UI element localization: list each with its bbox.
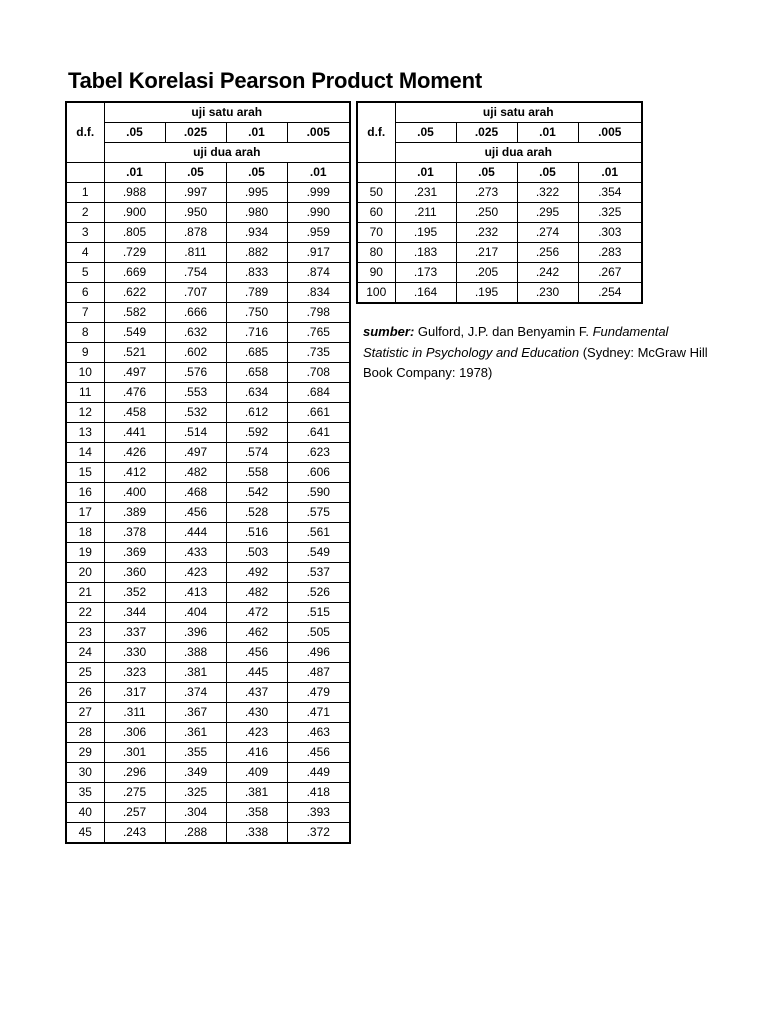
- r-value-cell: .612: [226, 403, 287, 423]
- r-value-cell: .707: [165, 283, 226, 303]
- r-value-cell: .388: [165, 643, 226, 663]
- r-value-cell: .211: [395, 203, 456, 223]
- r-value-cell: .430: [226, 703, 287, 723]
- header-row-one-tail-levels: [66, 123, 350, 143]
- r-value-cell: .479: [287, 683, 350, 703]
- r-value-cell: .514: [165, 423, 226, 443]
- df-value-cell: 12: [66, 403, 104, 423]
- two-tail-level-cell: .01: [104, 163, 165, 183]
- df-value-cell: 80: [357, 243, 395, 263]
- r-value-cell: .574: [226, 443, 287, 463]
- correlation-table-right: [356, 101, 643, 304]
- df-value-cell: 90: [357, 263, 395, 283]
- two-tail-level-cell: .05: [456, 163, 517, 183]
- header-row-one-tail: [357, 102, 642, 123]
- r-value-cell: .393: [287, 803, 350, 823]
- df-value-cell: 27: [66, 703, 104, 723]
- df-value-cell: 20: [66, 563, 104, 583]
- two-tail-level-cell: .05: [165, 163, 226, 183]
- r-value-cell: .250: [456, 203, 517, 223]
- r-value-cell: .456: [287, 743, 350, 763]
- r-value-cell: .433: [165, 543, 226, 563]
- table-row: [357, 203, 642, 223]
- df-value-cell: 60: [357, 203, 395, 223]
- r-value-cell: .256: [517, 243, 578, 263]
- r-value-cell: .528: [226, 503, 287, 523]
- r-value-cell: .482: [165, 463, 226, 483]
- table-row: [357, 223, 642, 243]
- correlation-table-left-body: [66, 102, 350, 843]
- two-tail-level-cell: .01: [395, 163, 456, 183]
- r-value-cell: .811: [165, 243, 226, 263]
- r-value-cell: .381: [165, 663, 226, 683]
- r-value-cell: .423: [226, 723, 287, 743]
- r-value-cell: .549: [104, 323, 165, 343]
- table-row: [66, 563, 350, 583]
- r-value-cell: .274: [517, 223, 578, 243]
- r-value-cell: .195: [456, 283, 517, 304]
- df-value-cell: 29: [66, 743, 104, 763]
- r-value-cell: .754: [165, 263, 226, 283]
- r-value-cell: .164: [395, 283, 456, 304]
- r-value-cell: .311: [104, 703, 165, 723]
- two-tail-level-cell: .05: [517, 163, 578, 183]
- r-value-cell: .661: [287, 403, 350, 423]
- table-row: [66, 643, 350, 663]
- r-value-cell: .369: [104, 543, 165, 563]
- source-authors: Gulford, J.P. dan Benyamin F.: [417, 324, 593, 339]
- df-value-cell: 45: [66, 823, 104, 844]
- r-value-cell: .882: [226, 243, 287, 263]
- table-row: [66, 183, 350, 203]
- r-value-cell: .878: [165, 223, 226, 243]
- r-value-cell: .378: [104, 523, 165, 543]
- table-row: [357, 283, 642, 304]
- r-value-cell: .980: [226, 203, 287, 223]
- df-value-cell: 8: [66, 323, 104, 343]
- df-value-cell: 10: [66, 363, 104, 383]
- one-tail-level-cell: .005: [578, 123, 642, 143]
- table-row: [66, 543, 350, 563]
- r-value-cell: .303: [578, 223, 642, 243]
- r-value-cell: .426: [104, 443, 165, 463]
- table-row: [66, 603, 350, 623]
- df-value-cell: 13: [66, 423, 104, 443]
- one-tail-level-cell: .05: [395, 123, 456, 143]
- r-value-cell: .330: [104, 643, 165, 663]
- r-value-cell: .995: [226, 183, 287, 203]
- r-value-cell: .735: [287, 343, 350, 363]
- one-tail-level-cell: .025: [456, 123, 517, 143]
- r-value-cell: .532: [165, 403, 226, 423]
- df-value-cell: 16: [66, 483, 104, 503]
- table-row: [66, 523, 350, 543]
- r-value-cell: .183: [395, 243, 456, 263]
- r-value-cell: .322: [517, 183, 578, 203]
- r-value-cell: .658: [226, 363, 287, 383]
- r-value-cell: .306: [104, 723, 165, 743]
- r-value-cell: .576: [165, 363, 226, 383]
- r-value-cell: .232: [456, 223, 517, 243]
- df-header-cell: d.f.: [66, 102, 104, 163]
- r-value-cell: .230: [517, 283, 578, 304]
- r-value-cell: .243: [104, 823, 165, 844]
- df-value-cell: 40: [66, 803, 104, 823]
- r-value-cell: .623: [287, 443, 350, 463]
- table-row: [66, 343, 350, 363]
- r-value-cell: .542: [226, 483, 287, 503]
- r-value-cell: .561: [287, 523, 350, 543]
- r-value-cell: .684: [287, 383, 350, 403]
- r-value-cell: .463: [287, 723, 350, 743]
- r-value-cell: .257: [104, 803, 165, 823]
- r-value-cell: .482: [226, 583, 287, 603]
- table-row: [357, 183, 642, 203]
- r-value-cell: .367: [165, 703, 226, 723]
- r-value-cell: .476: [104, 383, 165, 403]
- r-value-cell: .505: [287, 623, 350, 643]
- r-value-cell: .413: [165, 583, 226, 603]
- r-value-cell: .361: [165, 723, 226, 743]
- df-value-cell: 35: [66, 783, 104, 803]
- df-value-cell: 18: [66, 523, 104, 543]
- df-value-cell: 17: [66, 503, 104, 523]
- table-row: [66, 243, 350, 263]
- r-value-cell: .418: [287, 783, 350, 803]
- r-value-cell: .900: [104, 203, 165, 223]
- r-value-cell: .304: [165, 803, 226, 823]
- r-value-cell: .606: [287, 463, 350, 483]
- r-value-cell: .352: [104, 583, 165, 603]
- r-value-cell: .634: [226, 383, 287, 403]
- two-tail-level-cell: .01: [287, 163, 350, 183]
- table-row: [66, 203, 350, 223]
- one-tail-header-cell: uji satu arah: [104, 102, 350, 123]
- r-value-cell: .437: [226, 683, 287, 703]
- r-value-cell: .874: [287, 263, 350, 283]
- r-value-cell: .537: [287, 563, 350, 583]
- table-row: [66, 423, 350, 443]
- r-value-cell: .521: [104, 343, 165, 363]
- r-value-cell: .423: [165, 563, 226, 583]
- r-value-cell: .283: [578, 243, 642, 263]
- header-row-two-tail-levels: [357, 163, 642, 183]
- r-value-cell: .558: [226, 463, 287, 483]
- r-value-cell: .549: [287, 543, 350, 563]
- r-value-cell: .445: [226, 663, 287, 683]
- table-row: [66, 663, 350, 683]
- r-value-cell: .389: [104, 503, 165, 523]
- r-value-cell: .632: [165, 323, 226, 343]
- r-value-cell: .487: [287, 663, 350, 683]
- page-title: Tabel Korelasi Pearson Product Moment: [68, 68, 482, 93]
- r-value-cell: .716: [226, 323, 287, 343]
- r-value-cell: .173: [395, 263, 456, 283]
- r-value-cell: .456: [226, 643, 287, 663]
- df-value-cell: 24: [66, 643, 104, 663]
- table-row: [66, 303, 350, 323]
- r-value-cell: .750: [226, 303, 287, 323]
- r-value-cell: .765: [287, 323, 350, 343]
- r-value-cell: .497: [165, 443, 226, 463]
- r-value-cell: .999: [287, 183, 350, 203]
- table-row: [66, 263, 350, 283]
- table-row: [66, 583, 350, 603]
- source-book-title: Fundamental Statistic in Psychology and Education: [363, 324, 669, 360]
- r-value-cell: .471: [287, 703, 350, 723]
- r-value-cell: .472: [226, 603, 287, 623]
- df-value-cell: 70: [357, 223, 395, 243]
- df-value-cell: 21: [66, 583, 104, 603]
- r-value-cell: .416: [226, 743, 287, 763]
- r-value-cell: .205: [456, 263, 517, 283]
- df-spacer-cell: [66, 163, 104, 183]
- r-value-cell: .254: [578, 283, 642, 304]
- r-value-cell: .798: [287, 303, 350, 323]
- table-row: [66, 783, 350, 803]
- one-tail-level-cell: .01: [226, 123, 287, 143]
- table-row: [66, 803, 350, 823]
- r-value-cell: .934: [226, 223, 287, 243]
- r-value-cell: .360: [104, 563, 165, 583]
- r-value-cell: .374: [165, 683, 226, 703]
- r-value-cell: .917: [287, 243, 350, 263]
- source-citation: [363, 322, 708, 384]
- r-value-cell: .582: [104, 303, 165, 323]
- source-publisher: (Sydney: McGraw Hill Book Company: 1978): [363, 344, 708, 380]
- df-value-cell: 100: [357, 283, 395, 304]
- r-value-cell: .337: [104, 623, 165, 643]
- table-row: [357, 263, 642, 283]
- r-value-cell: .988: [104, 183, 165, 203]
- r-value-cell: .400: [104, 483, 165, 503]
- table-row: [66, 723, 350, 743]
- r-value-cell: .602: [165, 343, 226, 363]
- table-row: [66, 363, 350, 383]
- df-value-cell: 7: [66, 303, 104, 323]
- df-value-cell: 30: [66, 763, 104, 783]
- df-value-cell: 50: [357, 183, 395, 203]
- header-row-two-tail-levels: [66, 163, 350, 183]
- df-value-cell: 14: [66, 443, 104, 463]
- header-row-one-tail-levels: [357, 123, 642, 143]
- r-value-cell: .301: [104, 743, 165, 763]
- df-value-cell: 28: [66, 723, 104, 743]
- table-row: [66, 623, 350, 643]
- df-value-cell: 19: [66, 543, 104, 563]
- table-row: [66, 703, 350, 723]
- r-value-cell: .592: [226, 423, 287, 443]
- df-value-cell: 2: [66, 203, 104, 223]
- r-value-cell: .217: [456, 243, 517, 263]
- df-header-cell: d.f.: [357, 102, 395, 163]
- r-value-cell: .441: [104, 423, 165, 443]
- r-value-cell: .805: [104, 223, 165, 243]
- r-value-cell: .449: [287, 763, 350, 783]
- header-row-two-tail: [66, 143, 350, 163]
- r-value-cell: .325: [578, 203, 642, 223]
- table-row: [66, 383, 350, 403]
- df-value-cell: 6: [66, 283, 104, 303]
- correlation-table-right-body: [357, 102, 642, 303]
- r-value-cell: .344: [104, 603, 165, 623]
- table-row: [66, 443, 350, 463]
- r-value-cell: .997: [165, 183, 226, 203]
- r-value-cell: .296: [104, 763, 165, 783]
- table-row: [66, 483, 350, 503]
- r-value-cell: .492: [226, 563, 287, 583]
- r-value-cell: .641: [287, 423, 350, 443]
- header-row-one-tail: [66, 102, 350, 123]
- r-value-cell: .355: [165, 743, 226, 763]
- table-row: [66, 223, 350, 243]
- r-value-cell: .669: [104, 263, 165, 283]
- r-value-cell: .950: [165, 203, 226, 223]
- r-value-cell: .323: [104, 663, 165, 683]
- r-value-cell: .990: [287, 203, 350, 223]
- one-tail-level-cell: .01: [517, 123, 578, 143]
- r-value-cell: .273: [456, 183, 517, 203]
- two-tail-header-cell: uji dua arah: [395, 143, 642, 163]
- df-value-cell: 26: [66, 683, 104, 703]
- r-value-cell: .456: [165, 503, 226, 523]
- r-value-cell: .496: [287, 643, 350, 663]
- r-value-cell: .468: [165, 483, 226, 503]
- r-value-cell: .381: [226, 783, 287, 803]
- table-row: [66, 403, 350, 423]
- r-value-cell: .462: [226, 623, 287, 643]
- df-value-cell: 4: [66, 243, 104, 263]
- r-value-cell: .553: [165, 383, 226, 403]
- one-tail-level-cell: .05: [104, 123, 165, 143]
- table-row: [66, 763, 350, 783]
- table-row: [66, 323, 350, 343]
- two-tail-level-cell: .01: [578, 163, 642, 183]
- r-value-cell: .515: [287, 603, 350, 623]
- r-value-cell: .396: [165, 623, 226, 643]
- r-value-cell: .354: [578, 183, 642, 203]
- r-value-cell: .295: [517, 203, 578, 223]
- r-value-cell: .590: [287, 483, 350, 503]
- r-value-cell: .409: [226, 763, 287, 783]
- df-value-cell: 5: [66, 263, 104, 283]
- r-value-cell: .497: [104, 363, 165, 383]
- df-spacer-cell: [357, 163, 395, 183]
- r-value-cell: .267: [578, 263, 642, 283]
- header-row-two-tail: [357, 143, 642, 163]
- r-value-cell: .404: [165, 603, 226, 623]
- r-value-cell: .349: [165, 763, 226, 783]
- r-value-cell: .666: [165, 303, 226, 323]
- table-row: [357, 243, 642, 263]
- df-value-cell: 3: [66, 223, 104, 243]
- one-tail-level-cell: .025: [165, 123, 226, 143]
- df-value-cell: 9: [66, 343, 104, 363]
- r-value-cell: .833: [226, 263, 287, 283]
- r-value-cell: .834: [287, 283, 350, 303]
- table-row: [66, 743, 350, 763]
- df-value-cell: 23: [66, 623, 104, 643]
- r-value-cell: .358: [226, 803, 287, 823]
- table-row: [66, 463, 350, 483]
- r-value-cell: .503: [226, 543, 287, 563]
- r-value-cell: .959: [287, 223, 350, 243]
- r-value-cell: .526: [287, 583, 350, 603]
- r-value-cell: .288: [165, 823, 226, 844]
- r-value-cell: .444: [165, 523, 226, 543]
- r-value-cell: .242: [517, 263, 578, 283]
- r-value-cell: .372: [287, 823, 350, 844]
- one-tail-level-cell: .005: [287, 123, 350, 143]
- one-tail-header-cell: uji satu arah: [395, 102, 642, 123]
- df-value-cell: 22: [66, 603, 104, 623]
- two-tail-level-cell: .05: [226, 163, 287, 183]
- r-value-cell: .231: [395, 183, 456, 203]
- df-value-cell: 11: [66, 383, 104, 403]
- r-value-cell: .789: [226, 283, 287, 303]
- r-value-cell: .516: [226, 523, 287, 543]
- table-row: [66, 823, 350, 844]
- df-value-cell: 25: [66, 663, 104, 683]
- r-value-cell: .275: [104, 783, 165, 803]
- correlation-table-left: [65, 101, 351, 844]
- r-value-cell: .325: [165, 783, 226, 803]
- r-value-cell: .729: [104, 243, 165, 263]
- r-value-cell: .338: [226, 823, 287, 844]
- table-row: [66, 503, 350, 523]
- r-value-cell: .458: [104, 403, 165, 423]
- r-value-cell: .317: [104, 683, 165, 703]
- r-value-cell: .195: [395, 223, 456, 243]
- r-value-cell: .412: [104, 463, 165, 483]
- df-value-cell: 15: [66, 463, 104, 483]
- table-row: [66, 683, 350, 703]
- two-tail-header-cell: uji dua arah: [104, 143, 350, 163]
- df-value-cell: 1: [66, 183, 104, 203]
- table-row: [66, 283, 350, 303]
- r-value-cell: .685: [226, 343, 287, 363]
- r-value-cell: .622: [104, 283, 165, 303]
- r-value-cell: .708: [287, 363, 350, 383]
- r-value-cell: .575: [287, 503, 350, 523]
- source-label: sumber:: [363, 324, 415, 339]
